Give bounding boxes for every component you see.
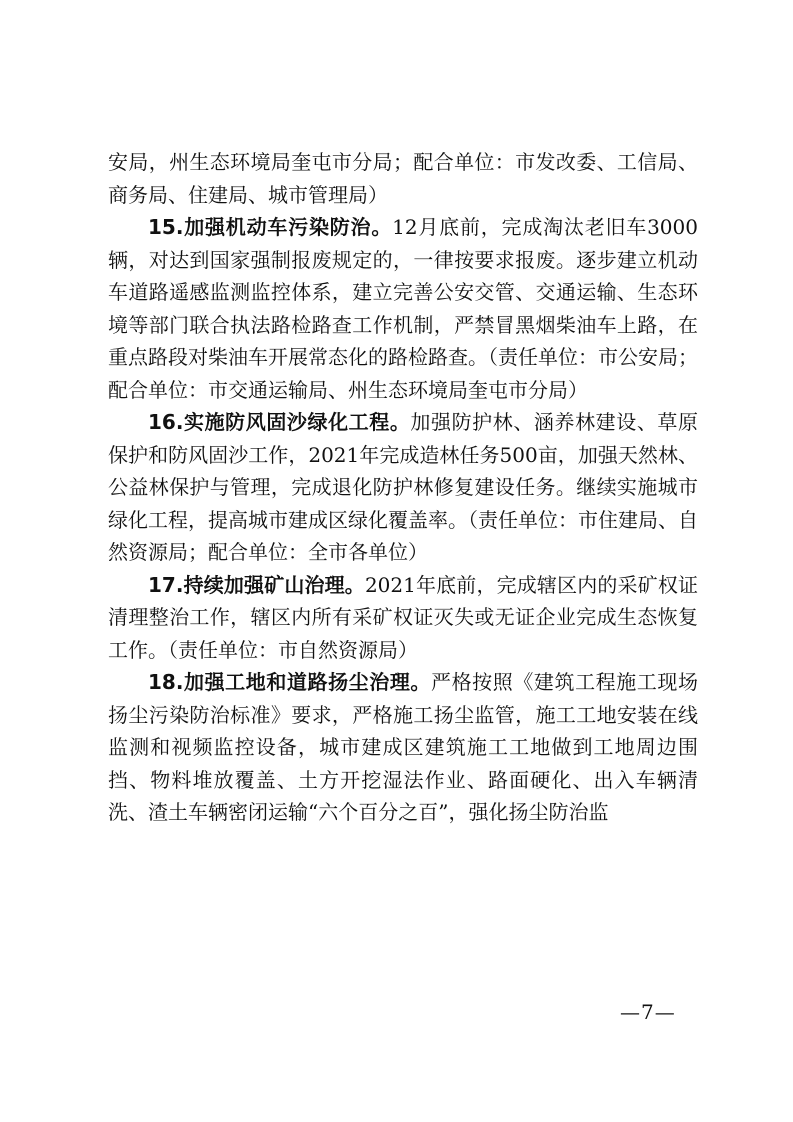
item-heading: 17.持续加强矿山治理。 [148,572,365,597]
document-body [108,146,698,829]
paragraph-item-17 [108,569,698,667]
page-number: —7— [620,1000,676,1024]
paragraph-item-18 [108,666,698,829]
paragraph-text: 严格按照《建筑工程施工现场扬尘污染防治标准》要求，严格施工扬尘监管，施工工地安装在线监测和视频监控设备，城市建成区建筑施工工地做到工地周边围挡、物料堆放覆盖、土方开挖湿法作业、路面硬化、出入车辆清洗、渣土车辆密闭运输“六个百分之百”，强化扬尘防治监 [108,670,699,824]
item-heading: 15.加强机动车污染防治。 [148,215,393,239]
paragraph-text: 加强防护林、涵养林建设、草原保护和防风固沙工作，2021年完成造林任务500亩，加强天然林、公益林保护与管理，完成退化防护林修复建设任务。继续实施城市绿化工程，提高城市建成区绿化覆盖率。（责任单位：市住建局、自然资源局；配合单位：全市各单位） [108,410,698,564]
item-heading: 18.加强工地和道路扬尘治理。 [148,670,432,694]
paragraph-item-15 [108,211,698,406]
paragraph-text: 2021年底前，完成辖区内的采矿权证清理整治工作，辖区内所有采矿权证灭失或无证企业完成生态恢复工作。（责任单位：市自然资源局） [108,572,698,662]
paragraph-continuation [108,146,698,211]
item-heading: 16.实施防风固沙绿化工程。 [148,410,411,434]
paragraph-text: 12月底前，完成淘汰老旧车3000辆，对达到国家强制报废规定的，一律按要求报废。逐步建立机动车道路遥感监测监控体系，建立完善公安交管、交通运输、生态环境等部门联合执法路检路查工作机制，严禁冒黑烟柴油车上路，在重点路段对柴油车开展常态化的路检路查。（责任单位：市公安局；配合单位：市交通运输局、州生态环境局奎屯市分局） [108,215,698,402]
paragraph-text: 安局，州生态环境局奎屯市分局；配合单位：市发改委、工信局、商务局、住建局、城市管理局） [108,150,698,207]
paragraph-item-16 [108,406,698,569]
